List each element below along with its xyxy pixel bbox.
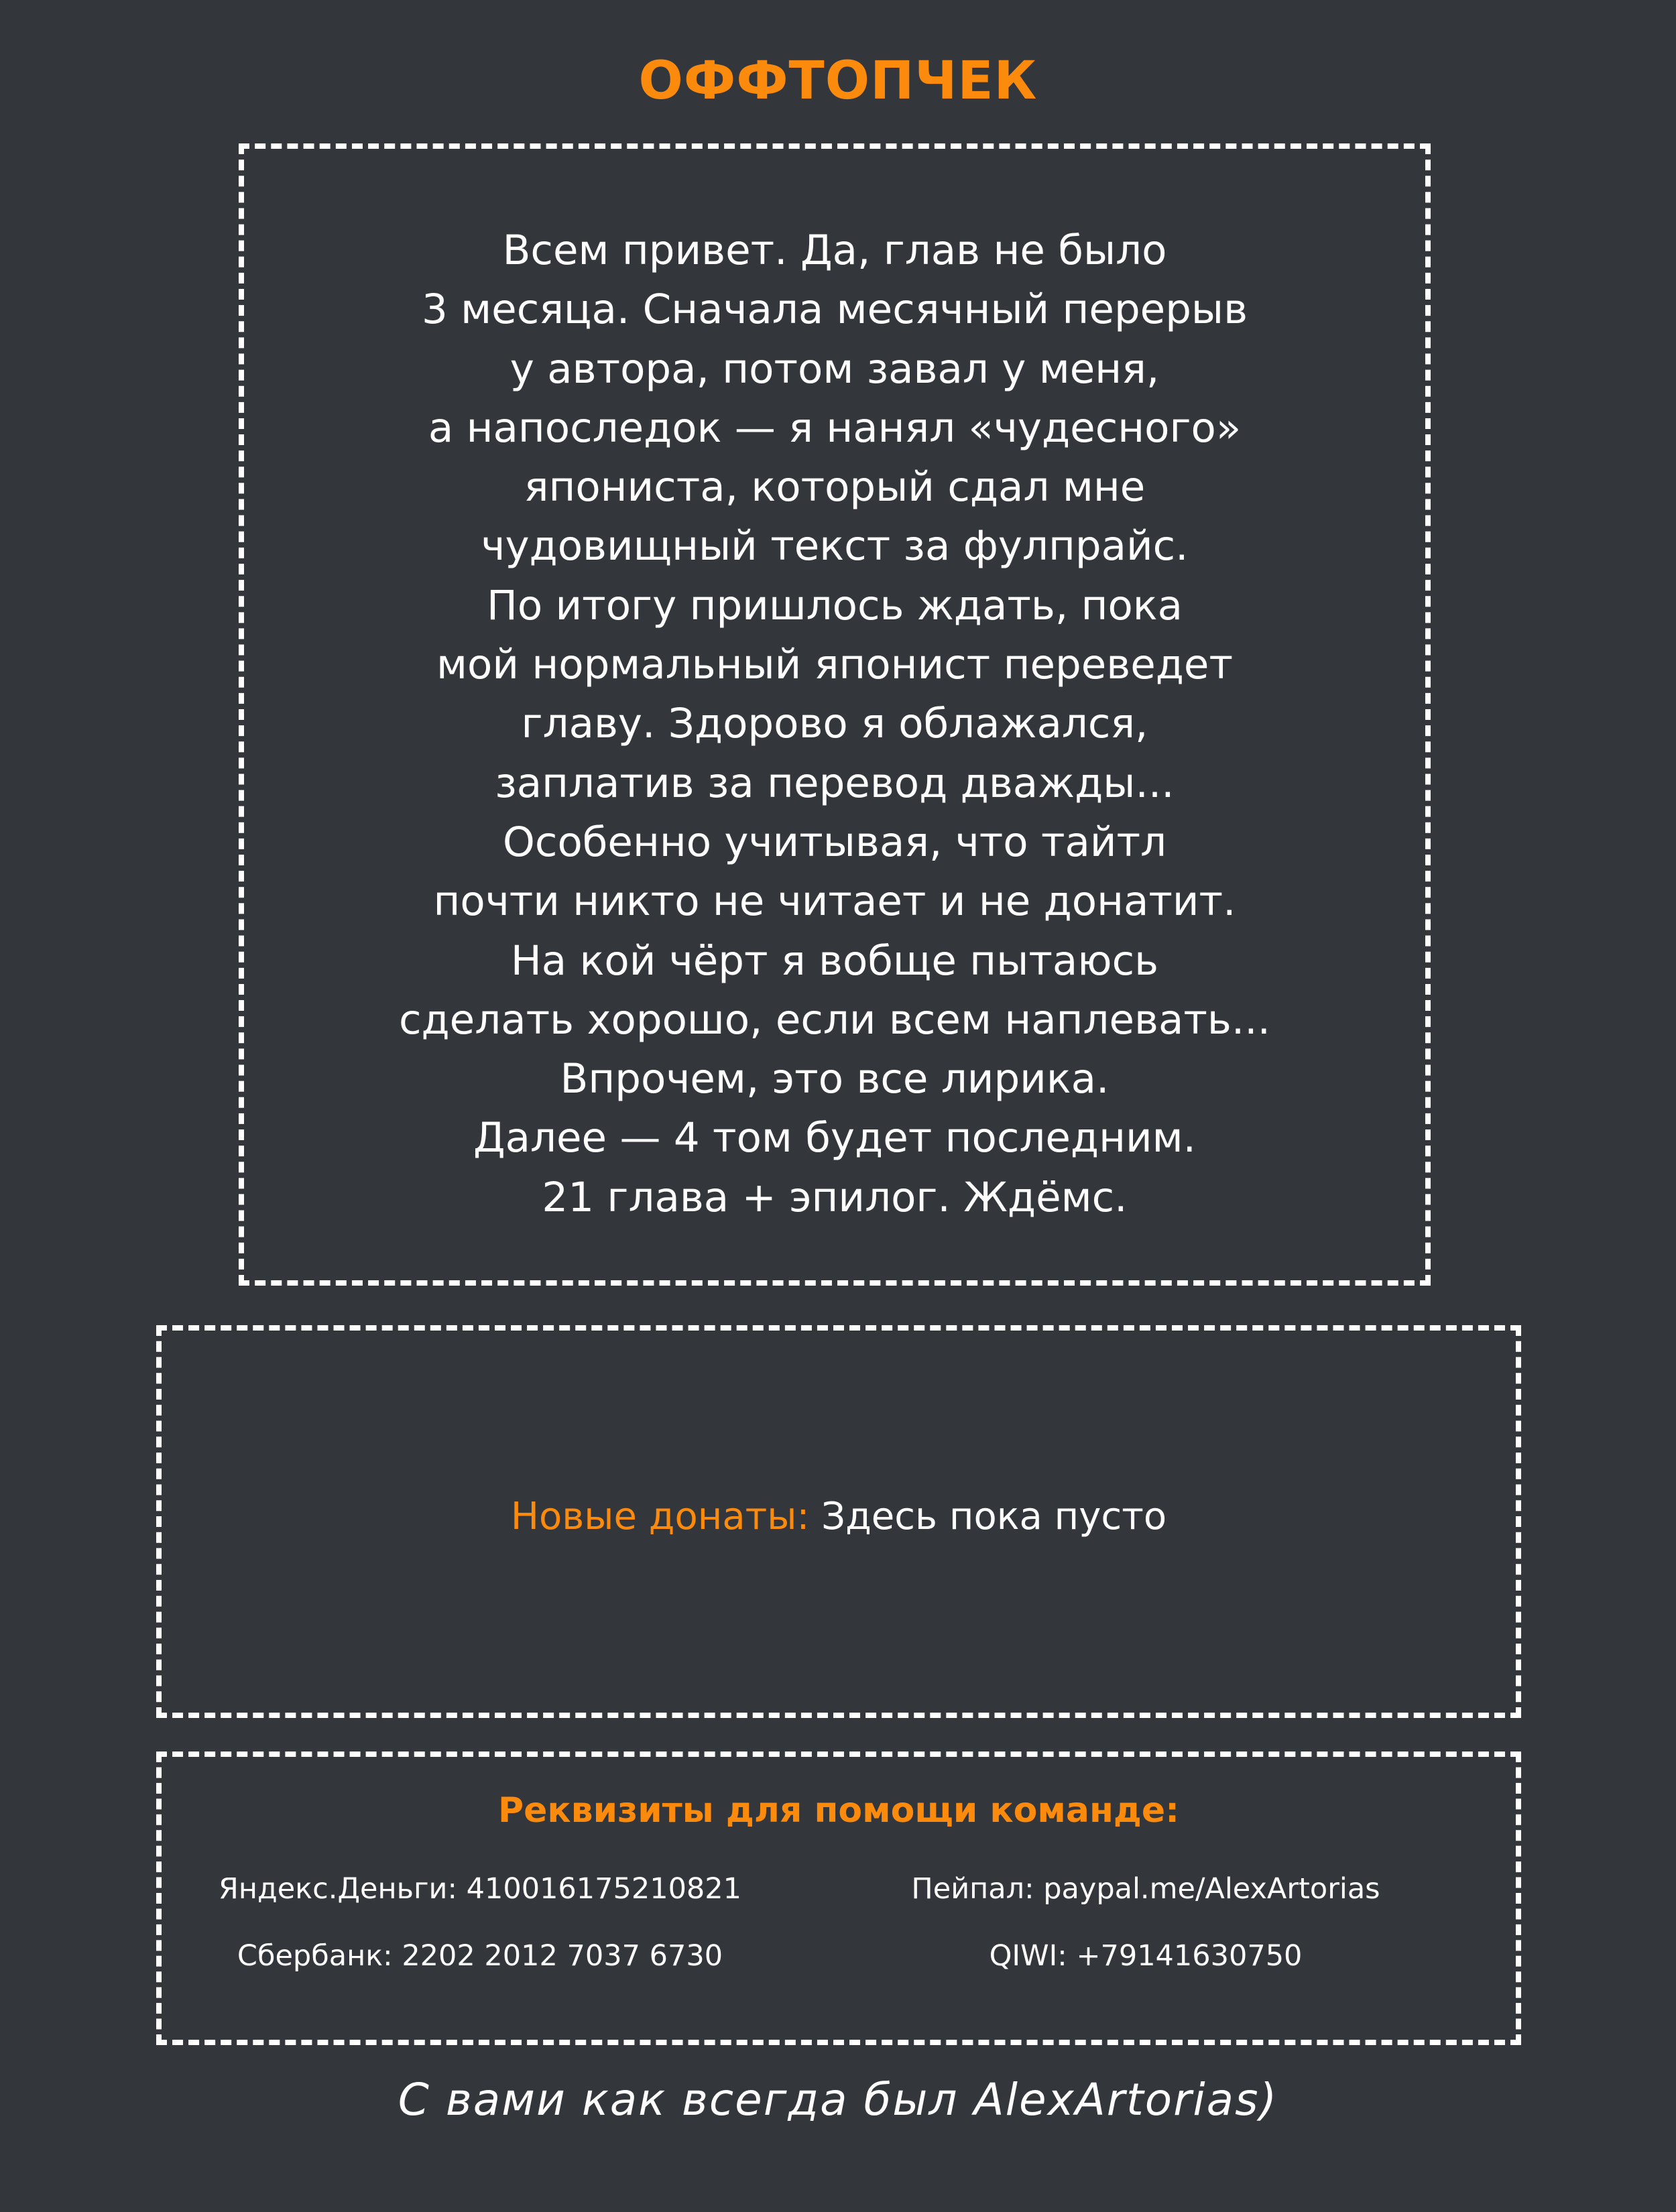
message-text: [244, 221, 1425, 1227]
page-title: ОФФТОПЧЕК: [638, 51, 1038, 111]
message-line: Далее — 4 том будет последним.: [473, 1114, 1197, 1162]
message-line: По итогу пришлось ждать, пока: [486, 581, 1183, 629]
requisite-yandex-money: Яндекс.Деньги: 410016175210821: [218, 1872, 742, 1906]
message-line: мой нормальный японист переведет: [436, 641, 1233, 689]
signature: С вами как всегда был AlexArtorias): [398, 2074, 1278, 2126]
message-line: главу. Здорово я облажался,: [521, 700, 1148, 748]
message-line: Всем привет. Да, глав не было: [502, 227, 1167, 274]
message-line: 21 глава + эпилог. Ждёмс.: [542, 1173, 1128, 1221]
requisites-box: [156, 1752, 1521, 2045]
message-line: Особенно учитывая, что тайтл: [502, 818, 1167, 866]
message-line: На кой чёрт я вобще пытаюсь: [510, 936, 1159, 985]
requisite-qiwi: QIWI: +79141630750: [989, 1939, 1303, 1973]
message-line: почти никто не читает и не донатит.: [433, 877, 1236, 926]
message-line: у автора, потом завал у меня,: [510, 345, 1160, 393]
message-line: 3 месяца. Сначала месячный перерыв: [421, 286, 1248, 334]
message-line: сделать хорошо, если всем наплевать...: [398, 995, 1271, 1044]
message-line: Впрочем, это все лирика.: [560, 1055, 1110, 1103]
message-line: а напоследок — я нанял «чудесного»: [428, 404, 1242, 452]
donations-label: Новые донаты:: [510, 1495, 810, 1538]
requisites-title: Реквизиты для помощи команде:: [497, 1790, 1179, 1831]
donations-box: [156, 1325, 1521, 1718]
message-line: чудовищный текст за фулпрайс.: [481, 522, 1189, 570]
requisite-sberbank: Сбербанк: 2202 2012 7037 6730: [237, 1939, 723, 1973]
donations-line: [162, 1490, 1516, 1544]
message-box: [239, 143, 1431, 1286]
message-line: япониста, который сдал мне: [524, 463, 1146, 511]
donations-value: Здесь пока пусто: [809, 1495, 1167, 1538]
message-line: заплатив за перевод дважды...: [495, 759, 1175, 807]
requisite-paypal: Пейпал: paypal.me/AlexArtorias: [911, 1872, 1380, 1906]
